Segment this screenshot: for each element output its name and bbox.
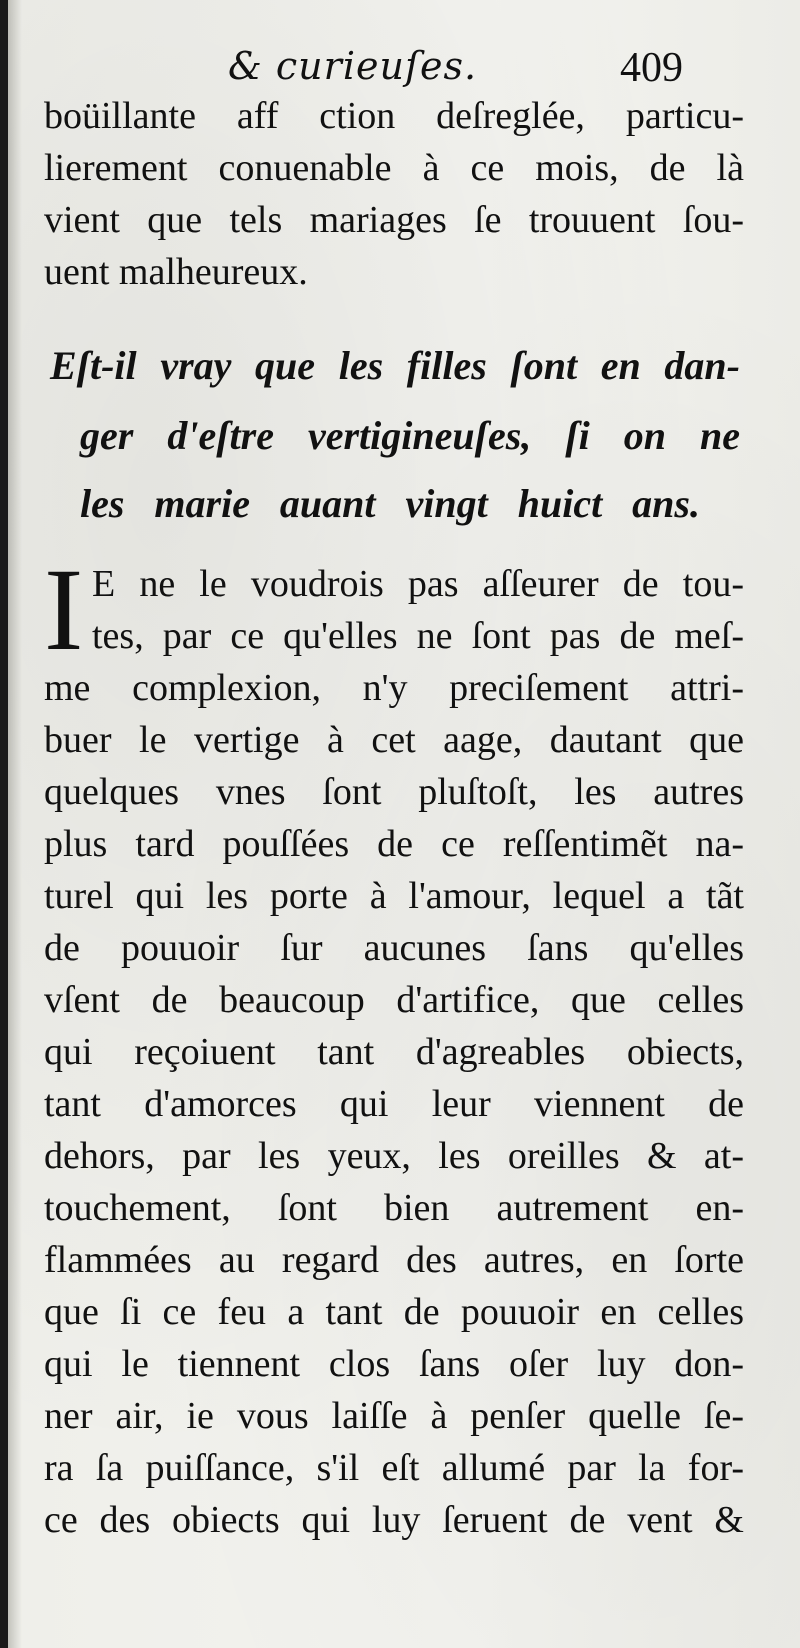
text-line: uent malheureux. xyxy=(44,251,308,293)
question-heading-line: ger d'eſtre vertigineuſes, ſi on ne xyxy=(80,413,740,458)
text-line: buer le vertige à cet aage, dautant que xyxy=(44,719,744,761)
text-line: qui le tiennent clos ſans oſer luy don- xyxy=(44,1343,744,1385)
text-line: E ne le voudrois pas aſſeurer de tou- xyxy=(92,563,744,605)
text-line: que ſi ce feu a tant de pouuoir en celles xyxy=(44,1291,744,1333)
text-line: vient que tels mariages ſe trouuent ſou- xyxy=(44,199,744,241)
text-line: qui reçoiuent tant d'agreables obiects, xyxy=(44,1031,744,1073)
text-line: flammées au regard des autres, en ſorte xyxy=(44,1239,744,1281)
text-line: quelques vnes ſont pluſtoſt, les autres xyxy=(44,771,744,813)
running-head xyxy=(0,34,800,94)
text-line: dehors, par les yeux, les oreilles & at- xyxy=(44,1135,744,1177)
text-line: plus tard pouſſées de ce reſſentimẽt na- xyxy=(44,823,744,865)
text-line: ra ſa puiſſance, s'il eſt allumé par la for- xyxy=(44,1447,744,1489)
text-line: touchement, ſont bien autrement en- xyxy=(44,1187,744,1229)
text-line: vſent de beaucoup d'artifice, que celles xyxy=(44,979,744,1021)
text-line: turel qui les porte à l'amour, lequel a tãt xyxy=(44,875,744,917)
text-line: me complexion, n'y preciſement attri- xyxy=(44,667,744,709)
text-line: tes, par ce qu'elles ne ſont pas de meſ- xyxy=(92,615,744,657)
text-line: ner air, ie vous laiſſe à penſer quelle ſe- xyxy=(44,1395,744,1437)
text-line: boüillante aff ction deſreglée, particu- xyxy=(44,95,744,137)
text-line: lierement conuenable à ce mois, de là xyxy=(44,147,744,189)
page-gutter-shadow xyxy=(0,0,8,1648)
text-line: tant d'amorces qui leur viennent de xyxy=(44,1083,744,1125)
running-head-title: & curieuſes. xyxy=(228,44,478,88)
question-heading-line: Eſt-il vray que les filles ſont en dan- xyxy=(50,343,740,388)
page-number: 409 xyxy=(620,45,683,91)
question-heading-line: les marie auant vingt huict ans. xyxy=(80,481,700,526)
text-line: de pouuoir ſur aucunes ſans qu'elles xyxy=(44,927,744,969)
text-line: ce des obiects qui luy ſeruent de vent & xyxy=(44,1499,744,1541)
drop-cap: I xyxy=(44,544,84,675)
